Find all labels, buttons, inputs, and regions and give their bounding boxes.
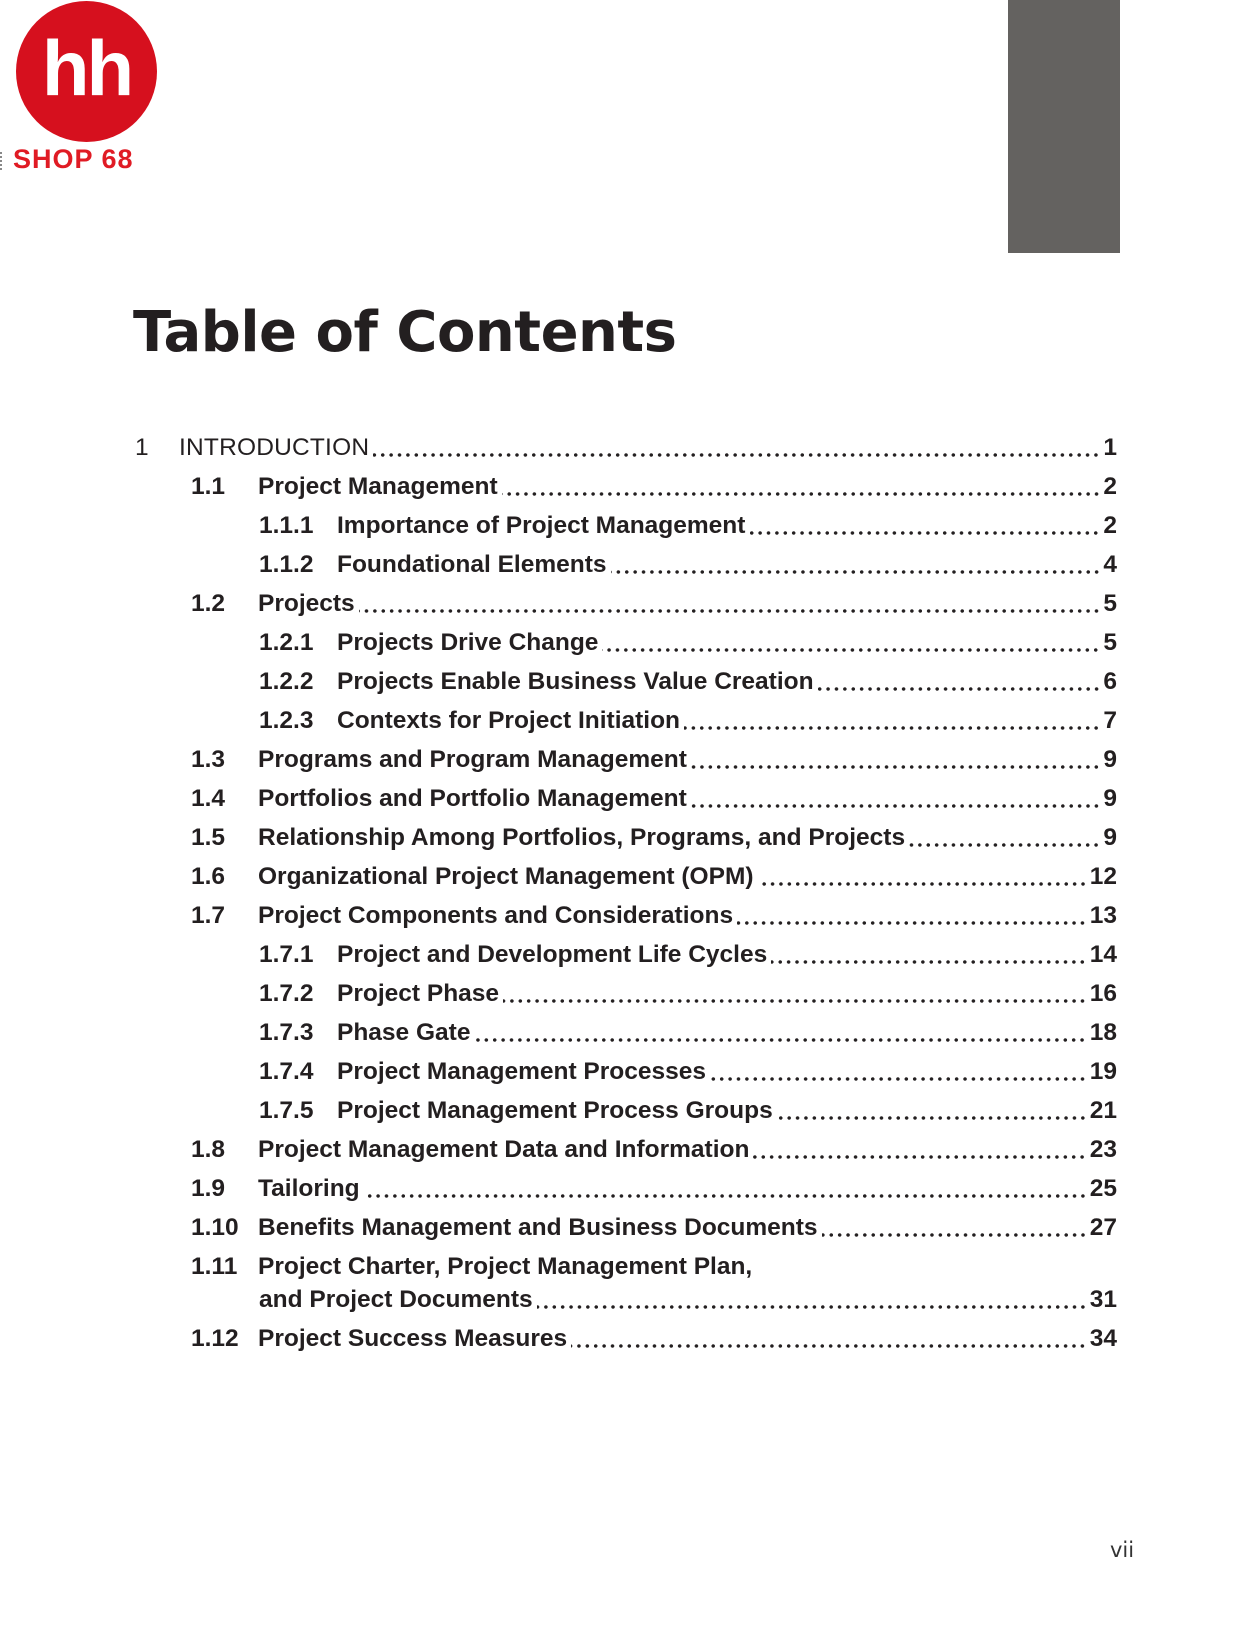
toc-label: Benefits Management and Business Documents	[258, 1214, 818, 1241]
toc-number: 1.8	[191, 1136, 226, 1163]
toc-page: 31	[1089, 1286, 1117, 1313]
dot-leader	[691, 743, 1101, 777]
dot-leader	[753, 1133, 1086, 1167]
dot-leader	[771, 938, 1086, 972]
chapter-tab-bar	[1008, 0, 1120, 253]
toc-entry[interactable]	[259, 1283, 1117, 1317]
toc-page: 1	[1103, 434, 1117, 461]
toc-page: 5	[1103, 629, 1117, 656]
toc-page: 12	[1089, 863, 1117, 890]
toc-entry[interactable]	[259, 938, 1117, 972]
toc-label: Project and Development Life Cycles	[337, 941, 768, 968]
logo-text: SHOP 68	[13, 144, 134, 174]
toc-number: 1.3	[191, 746, 226, 773]
toc-entry[interactable]	[191, 860, 1117, 894]
toc-entry[interactable]	[259, 1016, 1117, 1050]
toc-label: Projects Enable Business Value Creation	[337, 668, 814, 695]
toc-page: 4	[1103, 551, 1117, 578]
logo-badge	[16, 1, 157, 142]
dot-leader	[737, 899, 1087, 933]
toc-number: 1.2.2	[259, 668, 314, 695]
dot-leader	[710, 1055, 1087, 1089]
toc-page: 6	[1103, 668, 1117, 695]
toc-page: 9	[1103, 785, 1117, 812]
dot-leader	[364, 1172, 1087, 1206]
toc-page: 21	[1089, 1097, 1117, 1124]
toc-entry[interactable]	[191, 1211, 1117, 1245]
toc-number: 1.7.4	[259, 1058, 314, 1085]
toc-entry-first-line[interactable]	[191, 1250, 752, 1284]
toc-label: Project Management Process Groups	[337, 1097, 773, 1124]
toc-page: 19	[1089, 1058, 1117, 1085]
toc-label: Importance of Project Management	[337, 512, 746, 539]
toc-label: Organizational Project Management (OPM)	[258, 863, 754, 890]
dot-leader	[684, 704, 1100, 738]
toc-label-continued: and Project Documents	[259, 1286, 533, 1313]
dot-leader	[503, 977, 1087, 1011]
toc-label: Foundational Elements	[337, 551, 607, 578]
toc-page: 18	[1089, 1019, 1117, 1046]
toc-number: 1.10	[191, 1214, 239, 1241]
toc-number: 1.6	[191, 863, 226, 890]
toc-number: 1.1	[191, 473, 226, 500]
dot-leader	[691, 782, 1101, 816]
dot-leader	[359, 587, 1101, 621]
toc-page: 9	[1103, 746, 1117, 773]
toc-entry[interactable]	[191, 1322, 1117, 1356]
toc-label: Project Charter, Project Management Plan,	[258, 1253, 753, 1280]
toc-number: 1.2	[191, 590, 226, 617]
toc-label: Project Management Data and Information	[258, 1136, 750, 1163]
dot-leader	[758, 860, 1087, 894]
toc-number: 1.7.5	[259, 1097, 314, 1124]
dot-leader	[537, 1283, 1087, 1317]
logo-edge-mark	[0, 152, 4, 170]
dot-leader	[602, 626, 1100, 660]
toc-entry[interactable]	[259, 509, 1117, 543]
dot-leader	[611, 548, 1101, 582]
dot-leader	[822, 1211, 1087, 1245]
logo-mark: hh	[41, 23, 132, 112]
toc-number: 1.7.3	[259, 1019, 314, 1046]
toc-entry[interactable]	[259, 1055, 1117, 1089]
toc-number: 1.7	[191, 902, 226, 929]
toc-number: 1	[135, 434, 149, 461]
toc-entry[interactable]	[135, 431, 1117, 465]
dot-leader	[749, 509, 1100, 543]
toc-label: Phase Gate	[337, 1019, 471, 1046]
toc-number: 1.1.1	[259, 512, 314, 539]
page-number: vii	[1110, 1538, 1135, 1562]
toc-page: 2	[1103, 473, 1117, 500]
toc-label: Project Success Measures	[258, 1325, 568, 1352]
toc-label: Portfolios and Portfolio Management	[258, 785, 687, 812]
toc-label: Project Phase	[337, 980, 500, 1007]
toc-number: 1.2.3	[259, 707, 314, 734]
dot-leader	[373, 431, 1100, 465]
toc-page: 27	[1089, 1214, 1117, 1241]
toc-label: INTRODUCTION	[179, 434, 370, 461]
toc-page: 5	[1103, 590, 1117, 617]
toc-number: 1.12	[191, 1325, 239, 1352]
toc-page: 16	[1089, 980, 1117, 1007]
toc-entry[interactable]	[191, 821, 1117, 855]
toc-label: Programs and Program Management	[258, 746, 687, 773]
toc-page: 34	[1089, 1325, 1117, 1352]
toc-label: Project Management Processes	[337, 1058, 707, 1085]
toc-entry[interactable]	[191, 782, 1117, 816]
toc-page: 13	[1089, 902, 1117, 929]
toc-entry[interactable]	[191, 587, 1117, 621]
toc-label: Project Management	[258, 473, 498, 500]
toc-label: Project Components and Considerations	[258, 902, 734, 929]
toc-label: Relationship Among Portfolios, Programs, and Projects	[258, 824, 906, 851]
dot-leader	[571, 1322, 1087, 1356]
toc-entry[interactable]	[191, 470, 1117, 504]
toc-number: 1.5	[191, 824, 226, 851]
dot-leader	[502, 470, 1101, 504]
toc-number: 1.1.2	[259, 551, 314, 578]
toc-number: 1.7.2	[259, 980, 314, 1007]
toc-entry[interactable]	[259, 665, 1117, 699]
dot-leader	[909, 821, 1100, 855]
toc-label: Tailoring	[258, 1175, 360, 1202]
dot-leader	[474, 1016, 1086, 1050]
toc-page: 2	[1103, 512, 1117, 539]
dot-leader	[777, 1094, 1087, 1128]
toc-entry[interactable]	[259, 977, 1117, 1011]
toc-entry[interactable]	[191, 1133, 1117, 1167]
toc-label: Projects	[258, 590, 355, 617]
toc-entry[interactable]	[259, 626, 1117, 660]
toc-page: 23	[1089, 1136, 1117, 1163]
shop-logo	[0, 0, 170, 180]
toc-entry[interactable]	[259, 704, 1117, 738]
toc-page: 7	[1103, 707, 1117, 734]
toc-number: 1.7.1	[259, 941, 314, 968]
toc-page: 25	[1089, 1175, 1117, 1202]
toc-label: Projects Drive Change	[337, 629, 599, 656]
toc-number: 1.4	[191, 785, 226, 812]
toc-entry[interactable]	[191, 899, 1117, 933]
toc-label: Contexts for Project Initiation	[337, 707, 681, 734]
toc-number: 1.9	[191, 1175, 226, 1202]
toc-entry[interactable]	[259, 1094, 1117, 1128]
page-title: Table of Contents	[133, 300, 677, 365]
toc-number: 1.2.1	[259, 629, 314, 656]
dot-leader	[818, 665, 1101, 699]
toc-page: 9	[1103, 824, 1117, 851]
toc-number: 1.11	[191, 1253, 238, 1280]
toc-entry[interactable]	[191, 743, 1117, 777]
toc-entry[interactable]	[191, 1172, 1117, 1206]
toc-entry[interactable]	[259, 548, 1117, 582]
toc-page: 14	[1089, 941, 1117, 968]
